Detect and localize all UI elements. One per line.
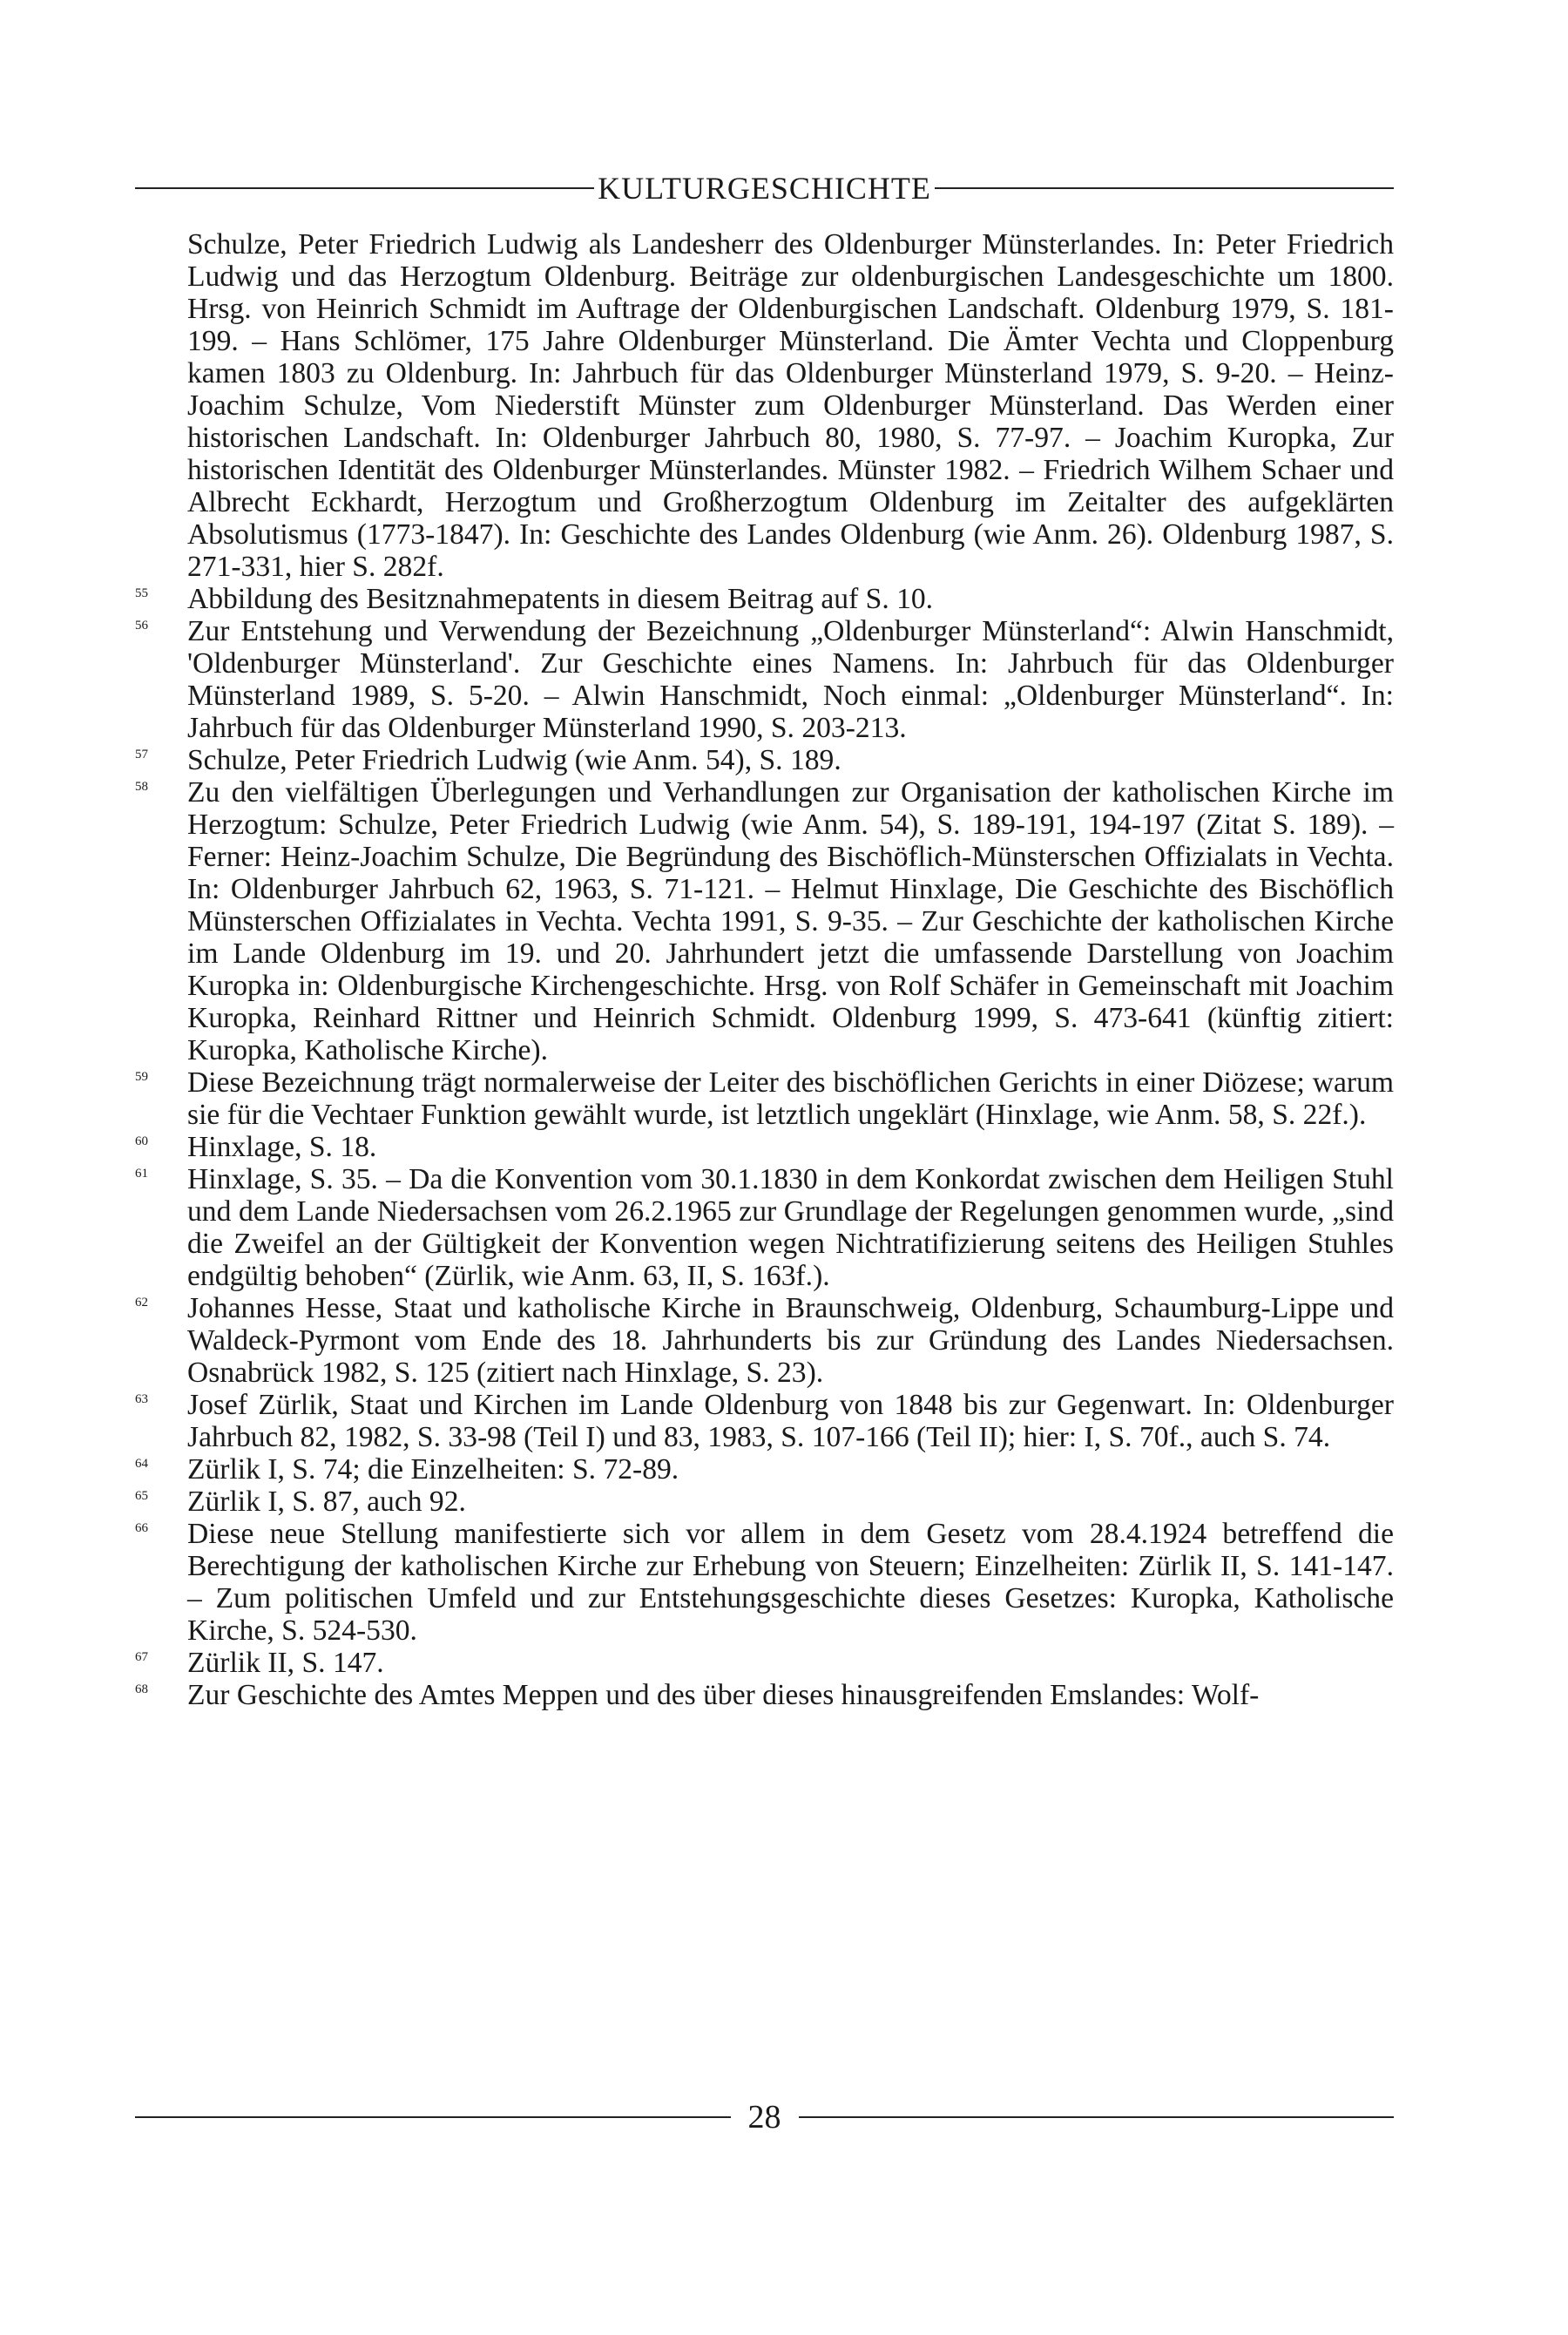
footnote-number: 57 bbox=[135, 748, 148, 761]
footnote-58 bbox=[135, 776, 1394, 1066]
footnote-number: 62 bbox=[135, 1296, 148, 1310]
footnote-number: 60 bbox=[135, 1134, 148, 1148]
footnote-text: Abbildung des Besitznahmepatents in diesem Beitrag auf S. 10. bbox=[187, 583, 934, 615]
footnote-text: Schulze, Peter Friedrich Ludwig als Landesherr des Oldenburger Münsterlandes. In: Peter Friedrich Ludwig und das Herzogtum Oldenburg. Beiträge zur oldenburgischen Landesgeschichte um 1800. Hrsg. von Heinrich Schmidt im Auftrage der Oldenburgischen Landschaft. Oldenburg 1979, S. 181-199. – Hans Schlömer, 175 Jahre Oldenburger Münsterland. Die Ämter Vechta und Cloppenburg kamen 1803 zu Oldenburg. In: Jahrbuch für das Oldenburger Münsterland 1979, S. 9-20. – Heinz-Joachim Schulze, Vom Niederstift Münster zum Oldenburger Münsterland. Das Werden einer historischen Landschaft. In: Oldenburger Jahrbuch 80, 1980, S. 77-97. – Joachim Kuropka, Zur historischen Identität des Oldenburger Münsterlandes. Münster 1982. – Friedrich Wilhem Schaer und Albrecht Eckhardt, Herzogtum und Großherzogtum Oldenburg im Zeitalter des aufgeklärten Absolutismus (1773-1847). In: Geschichte des Landes Oldenburg (wie Anm. 26). Oldenburg 1987, S. 271-331, hier S. 282f. bbox=[187, 228, 1394, 583]
footnote-60 bbox=[135, 1131, 1394, 1163]
footer-rule-left bbox=[135, 2116, 731, 2118]
footnote-text: Diese neue Stellung manifestierte sich vor allem in dem Gesetz vom 28.4.1924 betreffend die Berechtigung der katholischen Kirche zur Erhebung von Steuern; Einzelheiten: Zürlik II, S. 141-147. – Zum politischen Umfeld und zur Entstehungsgeschichte dieses Gesetzes: Kuropka, Katholische Kirche, S. 524-530. bbox=[187, 1518, 1394, 1647]
footnote-59 bbox=[135, 1066, 1394, 1131]
footnote-55 bbox=[135, 583, 1394, 615]
footnote-number: 56 bbox=[135, 619, 148, 633]
footnote-number: 68 bbox=[135, 1682, 148, 1696]
footnote-number: 64 bbox=[135, 1457, 148, 1471]
footnote-number: 67 bbox=[135, 1650, 148, 1664]
footnote-63 bbox=[135, 1389, 1394, 1453]
footnotes-block bbox=[135, 228, 1394, 1711]
footnote-text: Schulze, Peter Friedrich Ludwig (wie Anm. 54), S. 189. bbox=[187, 744, 841, 776]
footnote-64 bbox=[135, 1453, 1394, 1486]
page-number: 28 bbox=[747, 2099, 781, 2135]
footnote-text: Diese Bezeichnung trägt normalerweise der Leiter des bischöflichen Gerichts in einer Diözese; warum sie für die Vechtaer Funktion gewählt wurde, ist letztlich ungeklärt (Hinxlage, wie Anm. 58, S. 22f.). bbox=[187, 1066, 1394, 1131]
footnote-number: 55 bbox=[135, 586, 148, 600]
footnote-text: Johannes Hesse, Staat und katholische Kirche in Braunschweig, Oldenburg, Schaumburg-Lippe und Waldeck-Pyrmont vom Ende des 18. Jahrhunderts bis zur Gründung des Landes Niedersachsen. Osnabrück 1982, S. 125 (zitiert nach Hinxlage, S. 23). bbox=[187, 1292, 1394, 1389]
footnote-57 bbox=[135, 744, 1394, 776]
running-header bbox=[135, 171, 1394, 206]
page-footer bbox=[135, 2098, 1394, 2136]
footnote-number: 58 bbox=[135, 780, 148, 794]
footnote-62 bbox=[135, 1292, 1394, 1389]
footnote-number: 63 bbox=[135, 1392, 148, 1406]
footnote-68 bbox=[135, 1679, 1394, 1711]
footer-rule-right bbox=[799, 2116, 1395, 2118]
footnote-65 bbox=[135, 1486, 1394, 1518]
footnote-text: Zürlik I, S. 74; die Einzelheiten: S. 72-89. bbox=[187, 1453, 679, 1486]
footnote-text: Josef Zürlik, Staat und Kirchen im Lande Oldenburg von 1848 bis zur Gegenwart. In: Oldenburger Jahrbuch 82, 1982, S. 33-98 (Teil I) und 83, 1983, S. 107-166 (Teil II); hier: I, S. 70f., auch S. 74. bbox=[187, 1389, 1394, 1453]
header-rule-left bbox=[135, 187, 594, 189]
footnote-continuation bbox=[135, 228, 1394, 583]
header-rule-right bbox=[935, 187, 1394, 189]
footnote-text: Hinxlage, S. 18. bbox=[187, 1131, 377, 1163]
footnote-text: Zürlik II, S. 147. bbox=[187, 1647, 384, 1679]
footnote-56 bbox=[135, 615, 1394, 744]
footnote-67 bbox=[135, 1647, 1394, 1679]
footnote-66 bbox=[135, 1518, 1394, 1647]
footnote-text: Hinxlage, S. 35. – Da die Konvention vom 30.1.1830 in dem Konkordat zwischen dem Heiligen Stuhl und dem Lande Niedersachsen vom 26.2.1965 zur Grundlage der Regelungen genommen wurde, „sind die Zweifel an der Gültigkeit der Konvention wegen Nichtratifizierung seitens des Heiligen Stuhles endgültig behoben“ (Zürlik, wie Anm. 63, II, S. 163f.). bbox=[187, 1163, 1394, 1292]
footnote-text: Zur Geschichte des Amtes Meppen und des über dieses hinausgreifenden Emslandes: Wolf- bbox=[187, 1679, 1260, 1711]
footnote-61 bbox=[135, 1163, 1394, 1292]
running-header-title: KULTURGESCHICHTE bbox=[598, 171, 931, 206]
footnote-text: Zu den vielfältigen Überlegungen und Verhandlungen zur Organisation der katholischen Kirche im Herzogtum: Schulze, Peter Friedrich Ludwig (wie Anm. 54), S. 189-191, 194-197 (Zitat S. 189). – Ferner: Heinz-Joachim Schulze, Die Begründung des Bischöflich-Münsterschen Offizialats in Vechta. In: Oldenburger Jahrbuch 62, 1963, S. 71-121. – Helmut Hinxlage, Die Geschichte des Bischöflich Münsterschen Offizialates in Vechta. Vechta 1991, S. 9-35. – Zur Geschichte der katholischen Kirche im Lande Oldenburg im 19. und 20. Jahrhundert jetzt die umfassende Darstellung von Joachim Kuropka in: Oldenburgische Kirchengeschichte. Hrsg. von Rolf Schäfer in Gemeinschaft mit Joachim Kuropka, Reinhard Rittner und Heinrich Schmidt. Oldenburg 1999, S. 473-641 (künftig zitiert: Kuropka, Katholische Kirche). bbox=[187, 776, 1394, 1066]
footnote-text: Zur Entstehung und Verwendung der Bezeichnung „Oldenburger Münsterland“: Alwin Hanschmidt, 'Oldenburger Münsterland'. Zur Geschichte eines Namens. In: Jahrbuch für das Oldenburger Münsterland 1989, S. 5-20. – Alwin Hanschmidt, Noch einmal: „Oldenburger Münsterland“. In: Jahrbuch für das Oldenburger Münsterland 1990, S. 203-213. bbox=[187, 615, 1394, 744]
footnote-number: 65 bbox=[135, 1489, 148, 1503]
footnote-number: 61 bbox=[135, 1167, 148, 1181]
footnote-text: Zürlik I, S. 87, auch 92. bbox=[187, 1486, 466, 1518]
footnote-number: 66 bbox=[135, 1521, 148, 1535]
footnote-number: 59 bbox=[135, 1070, 148, 1084]
